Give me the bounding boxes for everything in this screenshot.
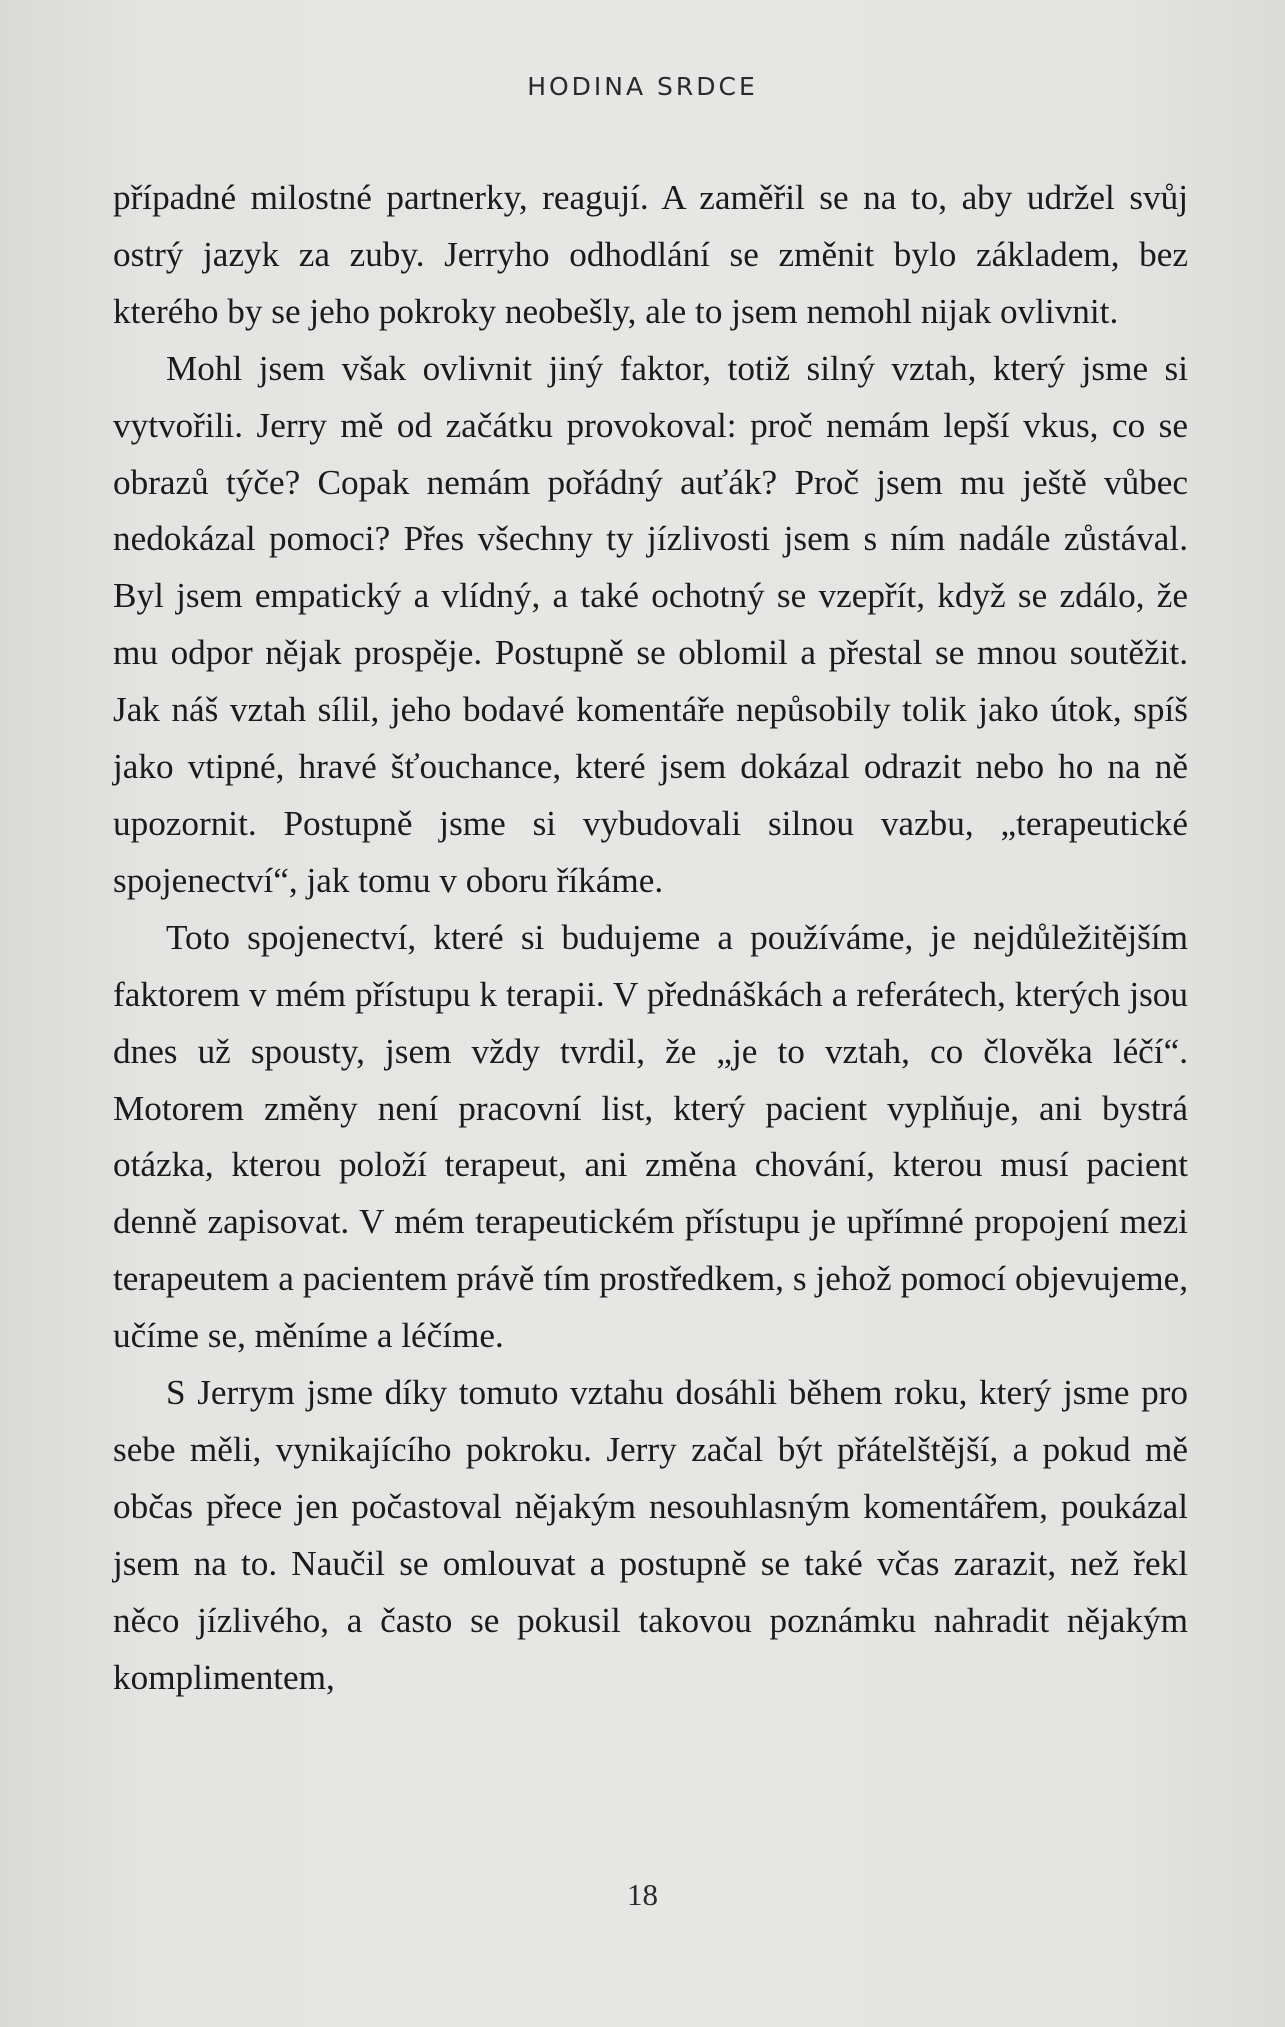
paragraph: Mohl jsem však ovlivnit jiný faktor, totiž silný vztah, který jsme si vytvořili. Jerry mě od začátku provokoval: proč nemám lepší vkus, co se obrazů týče? Copak nemám pořádný auťák? Proč jsem mu ještě vůbec nedokázal pomoci? Přes všechny ty jízlivosti jsem s ním nadále zůstával. Byl jsem empatický a vlídný, a také ochotný se vzepřít, když se zdálo, že mu odpor nějak prospěje. Postupně se oblomil a přestal se mnou soutěžit. Jak náš vztah sílil, jeho bodavé komentáře nepůsobily tolik jako útok, spíš jako vtipné, hravé šťouchance, které jsem dokázal odrazit nebo ho na ně upozornit. Postupně jsme si vybudovali silnou vazbu, „terapeutické spojenectví“, jak tomu v oboru říkáme. xyxy=(113,348,1188,900)
paragraph: S Jerrym jsme díky tomuto vztahu dosáhli během roku, který jsme pro sebe měli, vynikajícího pokroku. Jerry začal být přátelštější, a pokud mě občas přece jen počastoval nějakým nesouhlasným komentářem, poukázal jsem na to. Naučil se omlouvat a postupně se také včas zarazit, než řekl něco jízlivého, a často se pokusil takovou poznámku nahradit nějakým komplimentem, xyxy=(113,1373,1188,1697)
page-number: 18 xyxy=(627,1877,658,1912)
paragraph: Toto spojenectví, které si budujeme a používáme, je nejdůležitějším faktorem v mém přístupu k terapii. V přednáškách a referátech, kterých jsou dnes už spousty, jsem vždy tvrdil, že „je to vztah, co člověka léčí“. Motorem změny není pracovní list, který pacient vyplňuje, ani bystrá otázka, kterou položí terapeut, ani změna chování, kterou musí pacient denně zapisovat. V mém terapeutickém přístupu je upřímné propojení mezi terapeutem a pacientem právě tím prostředkem, s jehož pomocí objevujeme, učíme se, měníme a léčíme. xyxy=(113,917,1188,1356)
body-text xyxy=(113,170,1188,1706)
paragraph: případné milostné partnerky, reagují. A zaměřil se na to, aby udržel svůj ostrý jazyk za zuby. Jerryho odhodlání se změnit bylo základem, bez kterého by se jeho pokroky neobešly, ale to jsem nemohl nijak ovlivnit. xyxy=(113,178,1188,331)
running-head: HODINA SRDCE xyxy=(527,72,758,101)
